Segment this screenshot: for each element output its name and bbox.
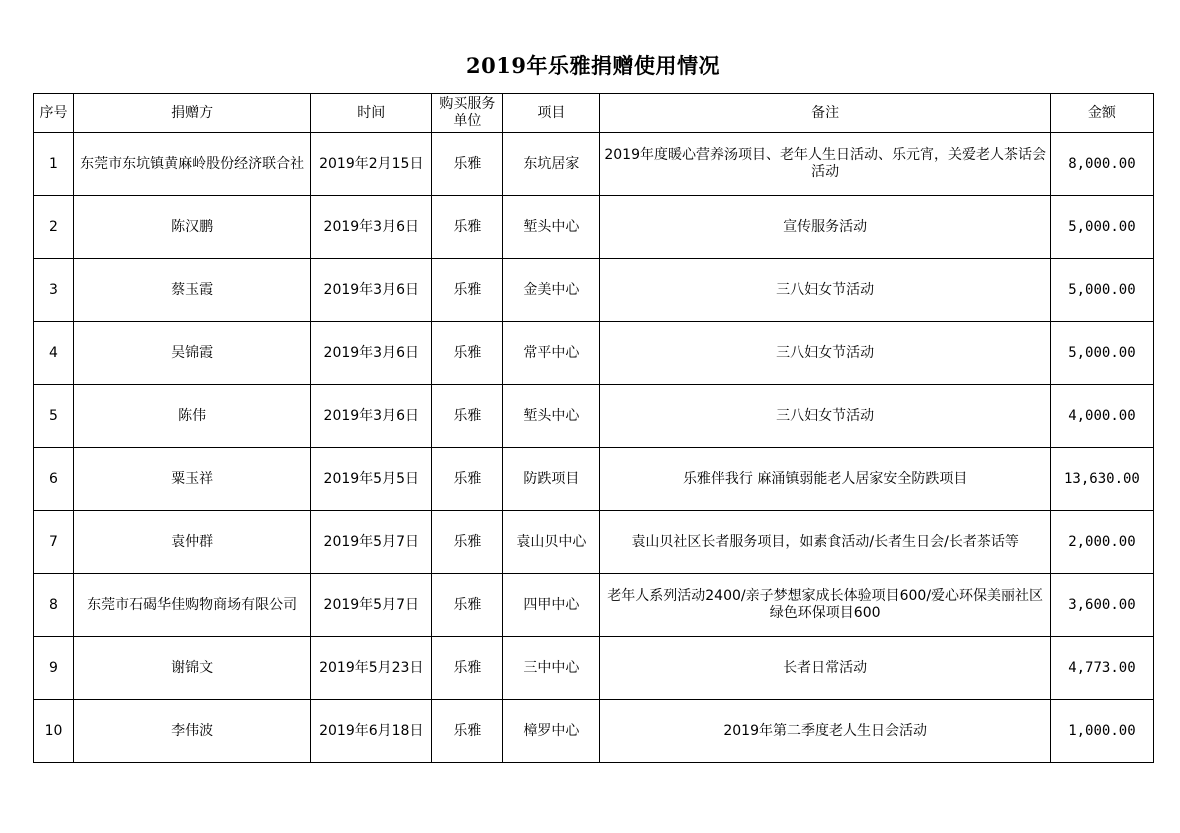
- header-donor: 捐赠方: [74, 94, 311, 133]
- row-unit: 乐雅: [432, 700, 503, 763]
- row-unit: 乐雅: [432, 574, 503, 637]
- row-project: 常平中心: [503, 322, 600, 385]
- row-unit: 乐雅: [432, 259, 503, 322]
- table-header-row: [34, 94, 1154, 133]
- header-index: 序号: [34, 94, 74, 133]
- row-time: 2019年2月15日: [311, 133, 432, 196]
- row-amount: 5,000.00: [1050, 322, 1153, 385]
- row-note: 2019年度暖心营养汤项目、老年人生日活动、乐元宵，关爱老人茶话会活动: [600, 133, 1050, 196]
- row-index: 2: [34, 196, 74, 259]
- row-project: 金美中心: [503, 259, 600, 322]
- row-amount: 1,000.00: [1050, 700, 1153, 763]
- header-unit: 购买服务单位: [432, 94, 503, 133]
- row-project: 防跌项目: [503, 448, 600, 511]
- table-row: [34, 511, 1154, 574]
- row-index: 3: [34, 259, 74, 322]
- row-amount: 2,000.00: [1050, 511, 1153, 574]
- row-note: 老年人系列活动2400/亲子梦想家成长体验项目600/爱心环保美丽社区绿色环保项目600: [600, 574, 1050, 637]
- header-amount: 金额: [1050, 94, 1153, 133]
- row-amount: 8,000.00: [1050, 133, 1153, 196]
- row-unit: 乐雅: [432, 133, 503, 196]
- row-donor: 陈伟: [74, 385, 311, 448]
- row-project: 四甲中心: [503, 574, 600, 637]
- row-unit: 乐雅: [432, 196, 503, 259]
- row-index: 6: [34, 448, 74, 511]
- row-unit: 乐雅: [432, 511, 503, 574]
- table-row: [34, 574, 1154, 637]
- row-time: 2019年6月18日: [311, 700, 432, 763]
- row-index: 5: [34, 385, 74, 448]
- row-unit: 乐雅: [432, 385, 503, 448]
- row-unit: 乐雅: [432, 448, 503, 511]
- row-note: 三八妇女节活动: [600, 322, 1050, 385]
- row-index: 10: [34, 700, 74, 763]
- table-row: [34, 448, 1154, 511]
- donation-table: [33, 93, 1154, 763]
- table-row: [34, 700, 1154, 763]
- row-note: 长者日常活动: [600, 637, 1050, 700]
- row-donor: 谢锦文: [74, 637, 311, 700]
- header-note: 备注: [600, 94, 1050, 133]
- row-donor: 东莞市石碣华佳购物商场有限公司: [74, 574, 311, 637]
- row-time: 2019年3月6日: [311, 385, 432, 448]
- row-amount: 3,600.00: [1050, 574, 1153, 637]
- row-amount: 5,000.00: [1050, 196, 1153, 259]
- row-donor: 蔡玉霞: [74, 259, 311, 322]
- row-time: 2019年3月6日: [311, 259, 432, 322]
- row-donor: 粟玉祥: [74, 448, 311, 511]
- row-donor: 吴锦霞: [74, 322, 311, 385]
- row-note: 宣传服务活动: [600, 196, 1050, 259]
- row-donor: 李伟波: [74, 700, 311, 763]
- row-time: 2019年3月6日: [311, 196, 432, 259]
- page-title: 2019年乐雅捐赠使用情况: [466, 53, 720, 78]
- row-amount: 4,000.00: [1050, 385, 1153, 448]
- row-note: 乐雅伴我行 麻涌镇弱能老人居家安全防跌项目: [600, 448, 1050, 511]
- header-time: 时间: [311, 94, 432, 133]
- row-project: 堑头中心: [503, 196, 600, 259]
- row-donor: 东莞市东坑镇黄麻岭股份经济联合社: [74, 133, 311, 196]
- row-time: 2019年3月6日: [311, 322, 432, 385]
- table-row: [34, 133, 1154, 196]
- table-body: [34, 133, 1154, 763]
- row-project: 堑头中心: [503, 385, 600, 448]
- row-time: 2019年5月7日: [311, 511, 432, 574]
- row-unit: 乐雅: [432, 637, 503, 700]
- header-project: 项目: [503, 94, 600, 133]
- row-time: 2019年5月7日: [311, 574, 432, 637]
- row-donor: 陈汉鹏: [74, 196, 311, 259]
- table-row: [34, 637, 1154, 700]
- row-project: 樟罗中心: [503, 700, 600, 763]
- row-amount: 13,630.00: [1050, 448, 1153, 511]
- row-time: 2019年5月23日: [311, 637, 432, 700]
- row-index: 8: [34, 574, 74, 637]
- row-amount: 4,773.00: [1050, 637, 1153, 700]
- table-row: [34, 322, 1154, 385]
- row-time: 2019年5月5日: [311, 448, 432, 511]
- row-index: 9: [34, 637, 74, 700]
- row-note: 三八妇女节活动: [600, 259, 1050, 322]
- table-row: [34, 385, 1154, 448]
- table-row: [34, 259, 1154, 322]
- row-note: 2019年第二季度老人生日会活动: [600, 700, 1050, 763]
- row-donor: 袁仲群: [74, 511, 311, 574]
- row-project: 三中中心: [503, 637, 600, 700]
- row-note: 袁山贝社区长者服务项目，如素食活动/长者生日会/长者茶话等: [600, 511, 1050, 574]
- table-row: [34, 196, 1154, 259]
- row-index: 4: [34, 322, 74, 385]
- row-index: 7: [34, 511, 74, 574]
- row-note: 三八妇女节活动: [600, 385, 1050, 448]
- row-unit: 乐雅: [432, 322, 503, 385]
- row-amount: 5,000.00: [1050, 259, 1153, 322]
- row-project: 东坑居家: [503, 133, 600, 196]
- row-project: 袁山贝中心: [503, 511, 600, 574]
- row-index: 1: [34, 133, 74, 196]
